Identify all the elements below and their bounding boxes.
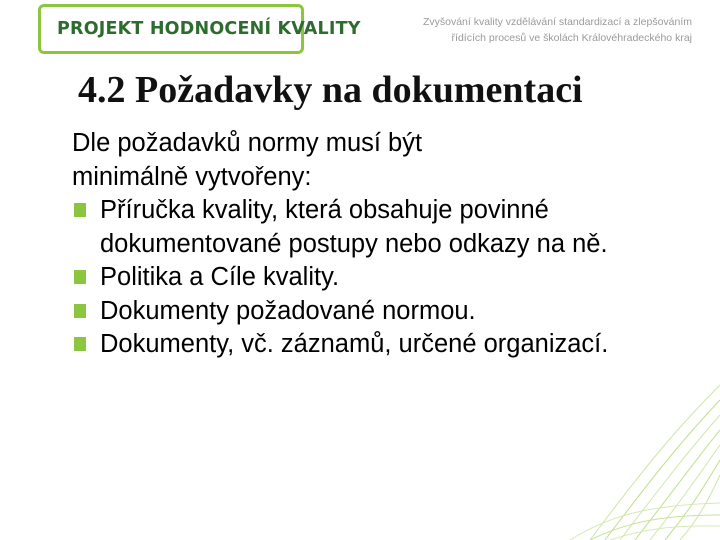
- bullet-item: [72, 295, 692, 329]
- bullet-list: [72, 194, 692, 362]
- square-bullet-icon: [74, 337, 86, 351]
- green-wave-decoration: [530, 365, 720, 540]
- slide-header: [0, 0, 720, 70]
- square-bullet-icon: [74, 270, 86, 284]
- intro-text-line: minimálně vytvořeny:: [72, 162, 312, 191]
- square-bullet-icon: [74, 304, 86, 318]
- project-description: [392, 14, 692, 46]
- bullet-item: [72, 328, 692, 362]
- bullet-text: Příručka kvality, která obsahuje povinné dokumentované postupy nebo odkazy na ně.: [100, 196, 608, 258]
- logo-text: PROJEKT HODNOCENÍ KVALITY: [57, 19, 361, 39]
- bullet-text: Politika a Cíle kvality.: [100, 263, 340, 291]
- intro-text-line: Dle požadavků normy musí být: [72, 129, 423, 157]
- project-description-line: Zvyšování kvality vzdělávání standardizací a zlepšováním: [422, 16, 692, 28]
- bullet-text: Dokumenty požadované normou.: [100, 296, 476, 325]
- project-logo: [38, 4, 361, 54]
- bullet-text: Dokumenty, vč. záznamů, určené organizací.: [100, 330, 609, 358]
- bullet-item: [72, 261, 692, 295]
- project-description-line: řídících procesů ve školách Královéhradeckého kraj: [451, 32, 692, 44]
- slide-body: [72, 127, 692, 362]
- bullet-item: [72, 194, 692, 261]
- slide-title: 4.2 Požadavky na dokumentaci: [78, 69, 583, 111]
- square-bullet-icon: [74, 203, 86, 217]
